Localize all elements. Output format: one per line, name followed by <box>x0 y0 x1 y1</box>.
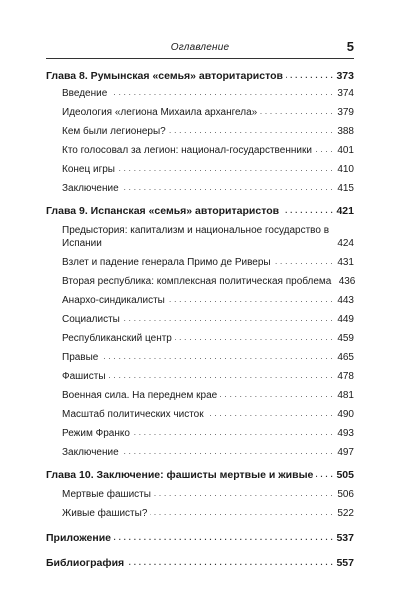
running-head-title: Оглавление <box>170 42 230 53</box>
chapter-title: Глава 9. Испанская «семья» авторитаристов <box>46 205 280 217</box>
chapter-page: 421 <box>336 205 354 217</box>
toc-entry[interactable] <box>46 106 354 119</box>
dot-leader <box>316 469 333 482</box>
entry-page: 415 <box>337 183 354 194</box>
toc-entry[interactable] <box>46 275 354 288</box>
dot-leader <box>274 256 333 269</box>
entry-title: Кто голосовал за легион: национал-государственники <box>62 145 312 156</box>
entry-title: Правые <box>62 352 99 363</box>
dot-leader <box>260 106 333 119</box>
page-number: 5 <box>346 39 354 54</box>
entry-title: Введение <box>62 88 108 99</box>
dot-leader <box>110 87 333 100</box>
entry-page: 436 <box>338 276 356 287</box>
toc-entry[interactable] <box>46 370 354 383</box>
entry-title: Предыстория: капитализм и национальное государство в Испании <box>62 225 330 249</box>
entry-page: 459 <box>337 333 354 344</box>
entry-page: 465 <box>337 352 354 363</box>
toc-entry[interactable] <box>46 224 354 250</box>
dot-leader <box>168 294 333 307</box>
toc-entry[interactable] <box>46 144 354 157</box>
entry-page: 443 <box>337 295 354 306</box>
chapter-page: 373 <box>336 70 354 82</box>
dot-leader <box>133 427 333 440</box>
dot-leader <box>150 507 333 520</box>
entry-title: Вторая республика: комплексная политическая проблема <box>62 276 332 287</box>
dot-leader <box>207 408 333 421</box>
entry-title: Заключение <box>62 447 119 458</box>
toc-chapter-8[interactable] <box>46 70 354 83</box>
toc-bibliography[interactable] <box>46 557 354 570</box>
dot-leader <box>154 488 333 501</box>
dot-leader <box>220 389 333 402</box>
entry-title: Идеология «легиона Михаила архангела» <box>62 107 258 118</box>
entry-page: 522 <box>337 508 354 519</box>
dot-leader <box>123 313 333 326</box>
dot-leader <box>122 446 333 459</box>
toc-entry[interactable] <box>46 182 354 195</box>
toc-entry[interactable] <box>46 256 354 269</box>
toc-entry[interactable] <box>46 125 354 138</box>
entry-title: Республиканский центр <box>62 333 172 344</box>
chapter-title: Библиография <box>46 557 125 569</box>
dot-leader <box>114 532 333 545</box>
chapter-page: 537 <box>336 532 354 544</box>
dot-leader <box>282 205 333 218</box>
dot-leader <box>175 332 333 345</box>
entry-page: 388 <box>337 126 354 137</box>
toc-entry[interactable] <box>46 488 354 501</box>
toc-appendix[interactable] <box>46 532 354 545</box>
entry-page: 490 <box>337 409 354 420</box>
entry-title: Конец игры <box>62 164 115 175</box>
chapter-title: Глава 10. Заключение: фашисты мертвые и живые <box>46 469 314 481</box>
entry-page: 506 <box>337 489 354 500</box>
chapter-title: Глава 8. Румынская «семья» авторитаристов <box>46 70 283 82</box>
entry-title: Масштаб политических чисток <box>62 409 204 420</box>
toc-entry[interactable] <box>46 507 354 520</box>
entry-page: 374 <box>337 88 354 99</box>
table-of-contents <box>46 62 354 574</box>
entry-page: 493 <box>337 428 354 439</box>
chapter-page: 505 <box>336 469 354 481</box>
entry-title: Военная сила. На переднем крае <box>62 390 218 401</box>
entry-title: Социалисты <box>62 314 120 325</box>
entry-page: 497 <box>337 447 354 458</box>
chapter-page: 557 <box>336 557 354 569</box>
entry-page: 410 <box>337 164 354 175</box>
header-rule <box>46 58 354 59</box>
toc-entry[interactable] <box>46 332 354 345</box>
entry-title: Кем были легионеры? <box>62 126 166 137</box>
toc-entry[interactable] <box>46 313 354 326</box>
entry-title: Анархо-синдикалисты <box>62 295 165 306</box>
toc-entry[interactable] <box>46 351 354 364</box>
entry-title: Фашисты <box>62 371 106 382</box>
dot-leader <box>101 351 333 364</box>
entry-page: 478 <box>337 371 354 382</box>
entry-page: 449 <box>337 314 354 325</box>
toc-entry[interactable] <box>46 408 354 421</box>
entry-page: 481 <box>337 390 354 401</box>
dot-leader <box>127 557 333 570</box>
dot-leader <box>286 70 333 83</box>
toc-entry[interactable] <box>46 163 354 176</box>
dot-leader <box>109 370 333 383</box>
entry-title: Заключение <box>62 183 119 194</box>
entry-title: Мертвые фашисты <box>62 489 151 500</box>
entry-page: 401 <box>337 145 354 156</box>
entry-title: Живые фашисты? <box>62 508 148 519</box>
entry-title: Взлет и падение генерала Примо де Риверы <box>62 257 271 268</box>
dot-leader <box>122 182 333 195</box>
toc-entry[interactable] <box>46 427 354 440</box>
running-head <box>46 40 354 58</box>
dot-leader <box>315 144 333 157</box>
entry-page: 379 <box>337 107 354 118</box>
dot-leader <box>118 163 333 176</box>
entry-page: 431 <box>337 257 354 268</box>
toc-chapter-10[interactable] <box>46 469 354 482</box>
toc-entry[interactable] <box>46 294 354 307</box>
dot-leader <box>169 125 333 138</box>
toc-entry[interactable] <box>46 389 354 402</box>
chapter-title: Приложение <box>46 532 112 544</box>
toc-entry[interactable] <box>46 446 354 459</box>
toc-entry[interactable] <box>46 87 354 100</box>
entry-title: Режим Франко <box>62 428 130 439</box>
toc-chapter-9[interactable] <box>46 205 354 218</box>
entry-page: 424 <box>337 238 354 249</box>
